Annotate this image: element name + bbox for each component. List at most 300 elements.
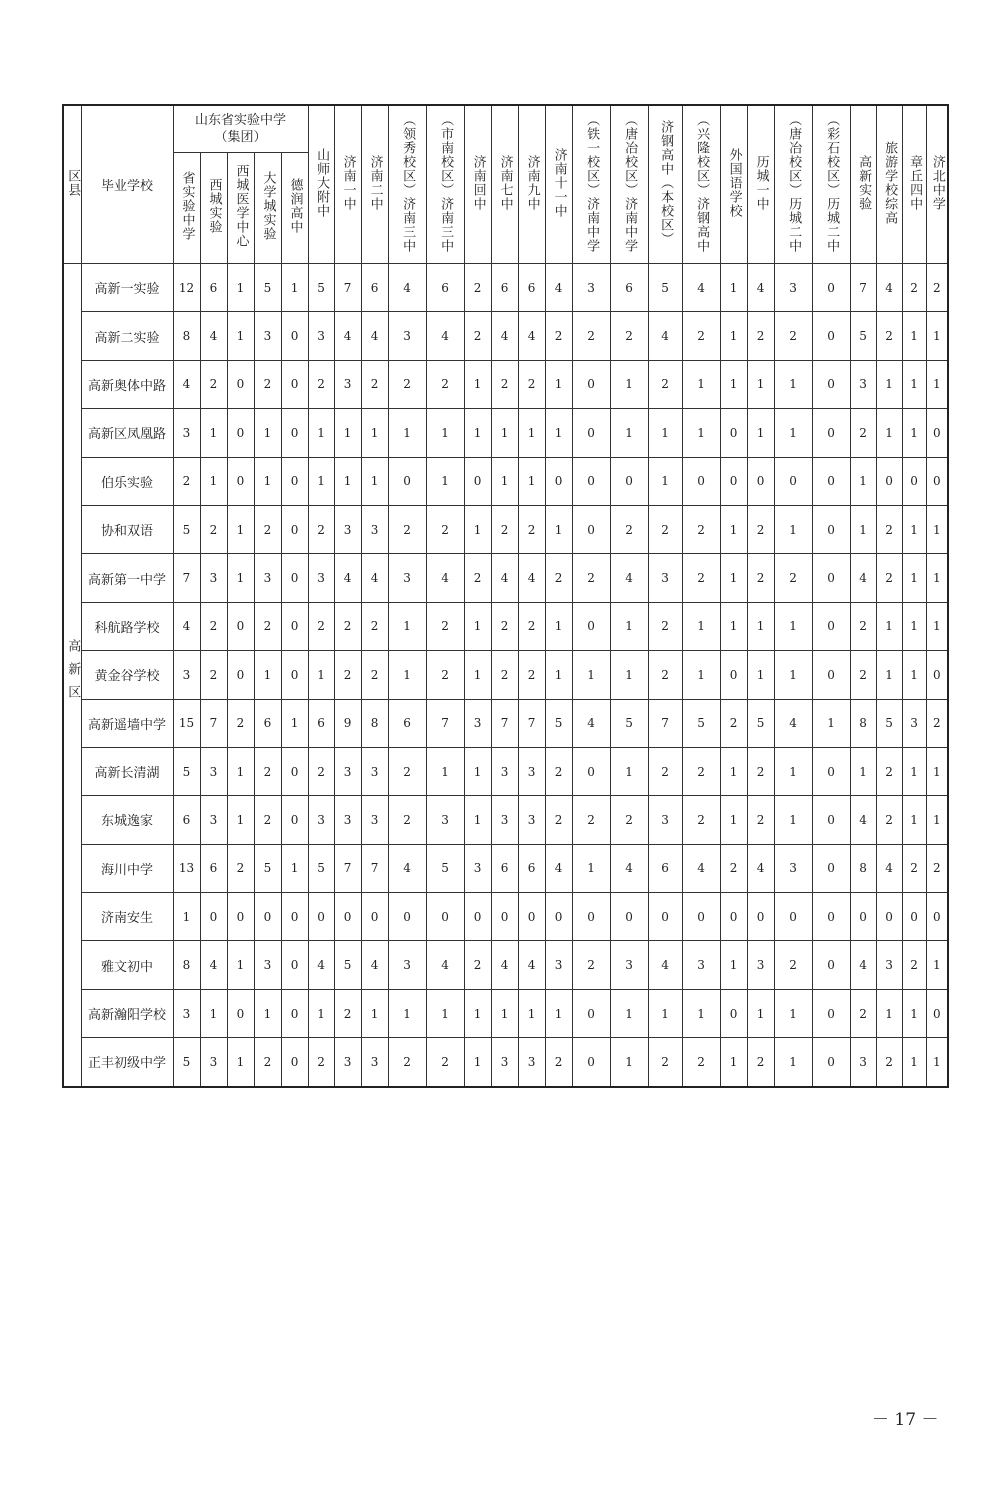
quota-cell: 1 [682, 651, 720, 699]
quota-cell: 0 [812, 312, 850, 360]
school-name-cell: 高新一实验 [81, 264, 173, 312]
quota-cell: 0 [545, 457, 572, 505]
quota-cell: 1 [334, 457, 361, 505]
quota-cell: 7 [173, 554, 200, 602]
table-row [63, 554, 948, 602]
quota-cell: 0 [254, 893, 281, 941]
quota-cell: 2 [308, 360, 334, 408]
quota-cell: 2 [227, 699, 254, 747]
quota-cell: 2 [361, 360, 388, 408]
quota-cell: 0 [926, 989, 948, 1037]
quota-cell: 0 [281, 1038, 308, 1087]
quota-cell: 3 [876, 941, 902, 989]
quota-cell: 0 [812, 747, 850, 795]
quota-cell: 2 [926, 844, 948, 892]
quota-cell: 4 [173, 360, 200, 408]
column-header: 章丘四中 [902, 105, 926, 264]
quota-cell: 6 [648, 844, 682, 892]
quota-cell: 5 [173, 505, 200, 553]
quota-cell: 2 [876, 747, 902, 795]
quota-cell: 2 [610, 796, 648, 844]
quota-cell: 0 [902, 457, 926, 505]
quota-cell: 4 [850, 796, 876, 844]
quota-cell: 1 [388, 602, 426, 650]
quota-cell: 0 [545, 893, 572, 941]
quota-cell: 2 [334, 651, 361, 699]
quota-cell: 1 [227, 941, 254, 989]
quota-cell: 4 [361, 312, 388, 360]
quota-cell: 1 [254, 409, 281, 457]
quota-cell: 2 [876, 505, 902, 553]
quota-cell: 1 [774, 409, 812, 457]
quota-cell: 2 [173, 457, 200, 505]
quota-cell: 1 [720, 312, 747, 360]
quota-cell: 3 [545, 941, 572, 989]
quota-cell: 0 [747, 893, 774, 941]
quota-cell: 1 [926, 312, 948, 360]
quota-cell: 1 [926, 1038, 948, 1087]
quota-cell: 3 [200, 1038, 227, 1087]
quota-cell: 3 [254, 312, 281, 360]
quota-cell: 0 [812, 941, 850, 989]
quota-cell: 1 [720, 796, 747, 844]
quota-cell: 3 [682, 941, 720, 989]
quota-cell: 1 [774, 1038, 812, 1087]
quota-cell: 0 [227, 360, 254, 408]
school-name-cell: 雅文初中 [81, 941, 173, 989]
quota-cell: 7 [648, 699, 682, 747]
quota-cell: 1 [281, 699, 308, 747]
quota-cell: 2 [491, 505, 518, 553]
quota-cell: 0 [464, 457, 491, 505]
quota-cell: 0 [812, 505, 850, 553]
quota-cell: 2 [545, 796, 572, 844]
quota-cell: 4 [426, 312, 464, 360]
quota-cell: 1 [720, 602, 747, 650]
quota-cell: 1 [361, 989, 388, 1037]
quota-cell: 0 [812, 651, 850, 699]
quota-cell: 1 [682, 989, 720, 1037]
quota-cell: 0 [812, 844, 850, 892]
quota-cell: 1 [720, 360, 747, 408]
quota-cell: 3 [200, 796, 227, 844]
quota-cell: 2 [610, 505, 648, 553]
quota-cell: 3 [747, 941, 774, 989]
column-header: 济北中学 [926, 105, 948, 264]
quota-cell: 1 [491, 409, 518, 457]
quota-cell: 2 [682, 554, 720, 602]
quota-cell: 2 [610, 312, 648, 360]
quota-cell: 4 [334, 554, 361, 602]
district-header: 区县 [63, 105, 81, 264]
quota-cell: 3 [361, 1038, 388, 1087]
quota-cell: 4 [648, 941, 682, 989]
quota-cell: 0 [926, 409, 948, 457]
quota-cell: 13 [173, 844, 200, 892]
quota-cell: 4 [682, 264, 720, 312]
quota-cell: 1 [308, 409, 334, 457]
school-name-cell: 高新二实验 [81, 312, 173, 360]
quota-cell: 6 [518, 844, 545, 892]
quota-cell: 2 [200, 651, 227, 699]
quota-cell: 1 [682, 360, 720, 408]
quota-cell: 3 [200, 747, 227, 795]
quota-cell: 0 [281, 893, 308, 941]
quota-cell: 4 [518, 554, 545, 602]
quota-cell: 2 [682, 312, 720, 360]
quota-cell: 4 [747, 264, 774, 312]
quota-cell: 0 [281, 602, 308, 650]
quota-cell: 1 [747, 989, 774, 1037]
quota-cell: 1 [682, 602, 720, 650]
quota-cell: 2 [682, 747, 720, 795]
school-name-cell: 黄金谷学校 [81, 651, 173, 699]
quota-cell: 1 [308, 651, 334, 699]
quota-cell: 4 [518, 312, 545, 360]
school-name-cell: 正丰初级中学 [81, 1038, 173, 1087]
quota-cell: 1 [491, 989, 518, 1037]
quota-cell: 1 [926, 554, 948, 602]
quota-cell: 2 [254, 747, 281, 795]
quota-cell: 1 [902, 602, 926, 650]
column-header: （彩石校区）历城二中 [812, 105, 850, 264]
quota-cell: 1 [902, 360, 926, 408]
quota-cell: 0 [281, 747, 308, 795]
quota-cell: 1 [610, 360, 648, 408]
quota-cell: 1 [464, 1038, 491, 1087]
quota-cell: 6 [388, 699, 426, 747]
quota-cell: 0 [610, 893, 648, 941]
quota-cell: 1 [426, 989, 464, 1037]
table-row [63, 602, 948, 650]
quota-cell: 0 [926, 893, 948, 941]
quota-cell: 2 [572, 796, 610, 844]
quota-cell: 5 [254, 264, 281, 312]
quota-cell: 1 [648, 409, 682, 457]
quota-cell: 4 [572, 699, 610, 747]
quota-cell: 12 [173, 264, 200, 312]
quota-cell: 0 [926, 457, 948, 505]
quota-cell: 2 [388, 1038, 426, 1087]
quota-cell: 0 [720, 651, 747, 699]
quota-cell: 2 [682, 796, 720, 844]
quota-cell: 2 [545, 554, 572, 602]
quota-cell: 1 [747, 651, 774, 699]
quota-cell: 1 [464, 360, 491, 408]
quota-cell: 5 [545, 699, 572, 747]
quota-cell: 1 [902, 989, 926, 1037]
quota-cell: 1 [774, 360, 812, 408]
quota-cell: 7 [518, 699, 545, 747]
quota-cell: 0 [518, 893, 545, 941]
quota-cell: 3 [361, 796, 388, 844]
quota-cell: 1 [545, 360, 572, 408]
quota-cell: 3 [334, 505, 361, 553]
group-subcolumn-header: 西城实验 [200, 153, 227, 264]
quota-cell: 0 [812, 360, 850, 408]
quota-cell: 3 [334, 360, 361, 408]
quota-cell: 1 [926, 602, 948, 650]
quota-cell: 1 [572, 651, 610, 699]
quota-cell: 2 [518, 505, 545, 553]
table-row [63, 264, 948, 312]
quota-cell: 4 [388, 264, 426, 312]
quota-cell: 2 [876, 1038, 902, 1087]
quota-cell: 3 [648, 554, 682, 602]
quota-cell: 3 [388, 312, 426, 360]
quota-cell: 2 [254, 1038, 281, 1087]
quota-cell: 3 [902, 699, 926, 747]
quota-cell: 2 [850, 651, 876, 699]
quota-cell: 4 [173, 602, 200, 650]
quota-cell: 2 [426, 505, 464, 553]
school-name-cell: 济南安生 [81, 893, 173, 941]
quota-cell: 0 [648, 893, 682, 941]
school-name-cell: 高新第一中学 [81, 554, 173, 602]
quota-cell: 0 [572, 989, 610, 1037]
quota-cell: 1 [902, 1038, 926, 1087]
quota-cell: 0 [812, 893, 850, 941]
quota-cell: 2 [747, 747, 774, 795]
quota-cell: 2 [648, 602, 682, 650]
quota-cell: 2 [572, 941, 610, 989]
quota-cell: 2 [720, 844, 747, 892]
column-header: （铁一校区）济南中学 [572, 105, 610, 264]
school-name-cell: 高新瀚阳学校 [81, 989, 173, 1037]
quota-cell: 2 [850, 989, 876, 1037]
table-row [63, 360, 948, 408]
quota-cell: 1 [720, 941, 747, 989]
quota-cell: 1 [464, 747, 491, 795]
quota-cell: 2 [361, 602, 388, 650]
quota-cell: 1 [491, 457, 518, 505]
quota-cell: 5 [426, 844, 464, 892]
quota-cell: 1 [902, 554, 926, 602]
column-header: 济南一中 [334, 105, 361, 264]
quota-cell: 1 [464, 409, 491, 457]
quota-cell: 1 [610, 602, 648, 650]
quota-cell: 0 [227, 989, 254, 1037]
quota-cell: 1 [850, 505, 876, 553]
quota-cell: 0 [491, 893, 518, 941]
quota-cell: 1 [720, 505, 747, 553]
quota-cell: 2 [254, 602, 281, 650]
quota-cell: 2 [308, 505, 334, 553]
quota-cell: 4 [876, 264, 902, 312]
quota-cell: 4 [361, 941, 388, 989]
quota-cell: 0 [464, 893, 491, 941]
quota-cell: 2 [926, 699, 948, 747]
school-name-cell: 东城逸家 [81, 796, 173, 844]
column-header: 济南九中 [518, 105, 545, 264]
quota-cell: 2 [747, 1038, 774, 1087]
quota-cell: 2 [876, 796, 902, 844]
quota-cell: 0 [774, 893, 812, 941]
quota-cell: 2 [518, 360, 545, 408]
quota-cell: 0 [572, 457, 610, 505]
quota-cell: 2 [388, 505, 426, 553]
school-name-cell: 高新区凤凰路 [81, 409, 173, 457]
quota-cell: 4 [545, 844, 572, 892]
column-header: 高新实验 [850, 105, 876, 264]
quota-cell: 1 [720, 264, 747, 312]
quota-cell: 1 [926, 941, 948, 989]
quota-cell: 0 [747, 457, 774, 505]
quota-cell: 3 [308, 312, 334, 360]
quota-cell: 1 [876, 651, 902, 699]
quota-cell: 9 [334, 699, 361, 747]
quota-cell: 4 [876, 844, 902, 892]
quota-cell: 1 [334, 409, 361, 457]
quota-cell: 5 [173, 1038, 200, 1087]
column-header: （市南校区）济南三中 [426, 105, 464, 264]
table-row [63, 1038, 948, 1087]
quota-cell: 0 [572, 1038, 610, 1087]
quota-cell: 2 [648, 747, 682, 795]
quota-cell: 5 [876, 699, 902, 747]
quota-cell: 0 [572, 893, 610, 941]
column-header: 旅游学校综高 [876, 105, 902, 264]
school-name-cell: 高新长清湖 [81, 747, 173, 795]
quota-cell: 1 [308, 457, 334, 505]
quota-cell: 3 [774, 264, 812, 312]
quota-cell: 5 [747, 699, 774, 747]
quota-cell: 1 [227, 505, 254, 553]
quota-cell: 2 [464, 941, 491, 989]
quota-cell: 1 [876, 602, 902, 650]
quota-cell: 3 [254, 941, 281, 989]
quota-cell: 2 [308, 747, 334, 795]
quota-cell: 0 [610, 457, 648, 505]
quota-cell: 1 [876, 989, 902, 1037]
quota-cell: 4 [850, 941, 876, 989]
quota-cell: 2 [200, 360, 227, 408]
quota-cell: 1 [227, 1038, 254, 1087]
quota-cell: 7 [426, 699, 464, 747]
quota-cell: 2 [464, 312, 491, 360]
quota-cell: 3 [173, 989, 200, 1037]
quota-cell: 4 [361, 554, 388, 602]
quota-cell: 1 [774, 651, 812, 699]
quota-cell: 0 [388, 457, 426, 505]
quota-cell: 1 [227, 796, 254, 844]
quota-cell: 1 [902, 747, 926, 795]
quota-cell: 3 [464, 699, 491, 747]
quota-cell: 6 [610, 264, 648, 312]
quota-cell: 2 [388, 747, 426, 795]
quota-cell: 0 [572, 602, 610, 650]
quota-cell: 0 [774, 457, 812, 505]
quota-cell: 2 [572, 554, 610, 602]
quota-cell: 2 [361, 651, 388, 699]
quota-cell: 1 [361, 457, 388, 505]
quota-cell: 3 [361, 747, 388, 795]
school-name-cell: 高新奥体中路 [81, 360, 173, 408]
column-header: 济南二中 [361, 105, 388, 264]
quota-cell: 1 [876, 360, 902, 408]
quota-cell: 3 [774, 844, 812, 892]
quota-cell: 1 [200, 989, 227, 1037]
quota-cell: 3 [491, 1038, 518, 1087]
quota-cell: 1 [227, 312, 254, 360]
quota-cell: 2 [518, 602, 545, 650]
quota-cell: 2 [774, 554, 812, 602]
quota-cell: 0 [281, 360, 308, 408]
quota-cell: 3 [388, 554, 426, 602]
quota-cell: 0 [720, 409, 747, 457]
quota-cell: 1 [426, 409, 464, 457]
quota-cell: 0 [227, 409, 254, 457]
quota-cell: 0 [572, 409, 610, 457]
quota-cell: 1 [926, 360, 948, 408]
quota-cell: 2 [491, 360, 518, 408]
allocation-table [62, 104, 949, 1088]
quota-cell: 2 [902, 941, 926, 989]
quota-cell: 1 [902, 409, 926, 457]
quota-cell: 2 [200, 505, 227, 553]
quota-cell: 2 [902, 264, 926, 312]
quota-cell: 2 [850, 409, 876, 457]
quota-cell: 0 [308, 893, 334, 941]
quota-cell: 0 [281, 554, 308, 602]
group-header: 山东省实验中学 （集团） [173, 105, 308, 153]
quota-cell: 3 [173, 651, 200, 699]
quota-cell: 1 [200, 409, 227, 457]
quota-cell: 1 [610, 747, 648, 795]
quota-cell: 7 [850, 264, 876, 312]
quota-cell: 1 [902, 312, 926, 360]
quota-cell: 0 [682, 893, 720, 941]
table-row [63, 747, 948, 795]
quota-cell: 1 [850, 747, 876, 795]
quota-cell: 2 [388, 360, 426, 408]
quota-cell: 2 [572, 312, 610, 360]
quota-cell: 3 [491, 796, 518, 844]
quota-cell: 1 [254, 989, 281, 1037]
quota-cell: 0 [812, 554, 850, 602]
quota-cell: 2 [227, 844, 254, 892]
quota-cell: 2 [747, 505, 774, 553]
quota-cell: 0 [812, 602, 850, 650]
quota-cell: 2 [426, 360, 464, 408]
quota-cell: 1 [227, 554, 254, 602]
table-row [63, 699, 948, 747]
quota-cell: 8 [361, 699, 388, 747]
column-header: 济南回中 [464, 105, 491, 264]
quota-cell: 1 [281, 844, 308, 892]
quota-cell: 3 [334, 796, 361, 844]
column-header: 济南十一中 [545, 105, 572, 264]
quota-cell: 3 [850, 1038, 876, 1087]
quota-cell: 1 [361, 409, 388, 457]
school-name-cell: 高新遥墙中学 [81, 699, 173, 747]
group-subcolumn-header: 德润高中 [281, 153, 308, 264]
quota-cell: 0 [720, 457, 747, 505]
quota-cell: 0 [227, 651, 254, 699]
quota-cell: 2 [876, 554, 902, 602]
quota-cell: 5 [648, 264, 682, 312]
quota-cell: 0 [361, 893, 388, 941]
column-header: （唐冶校区）济南中学 [610, 105, 648, 264]
quota-cell: 1 [227, 747, 254, 795]
quota-cell: 1 [464, 989, 491, 1037]
quota-cell: 15 [173, 699, 200, 747]
quota-cell: 7 [200, 699, 227, 747]
quota-cell: 1 [926, 747, 948, 795]
quota-cell: 4 [491, 554, 518, 602]
quota-cell: 3 [572, 264, 610, 312]
quota-cell: 2 [850, 602, 876, 650]
